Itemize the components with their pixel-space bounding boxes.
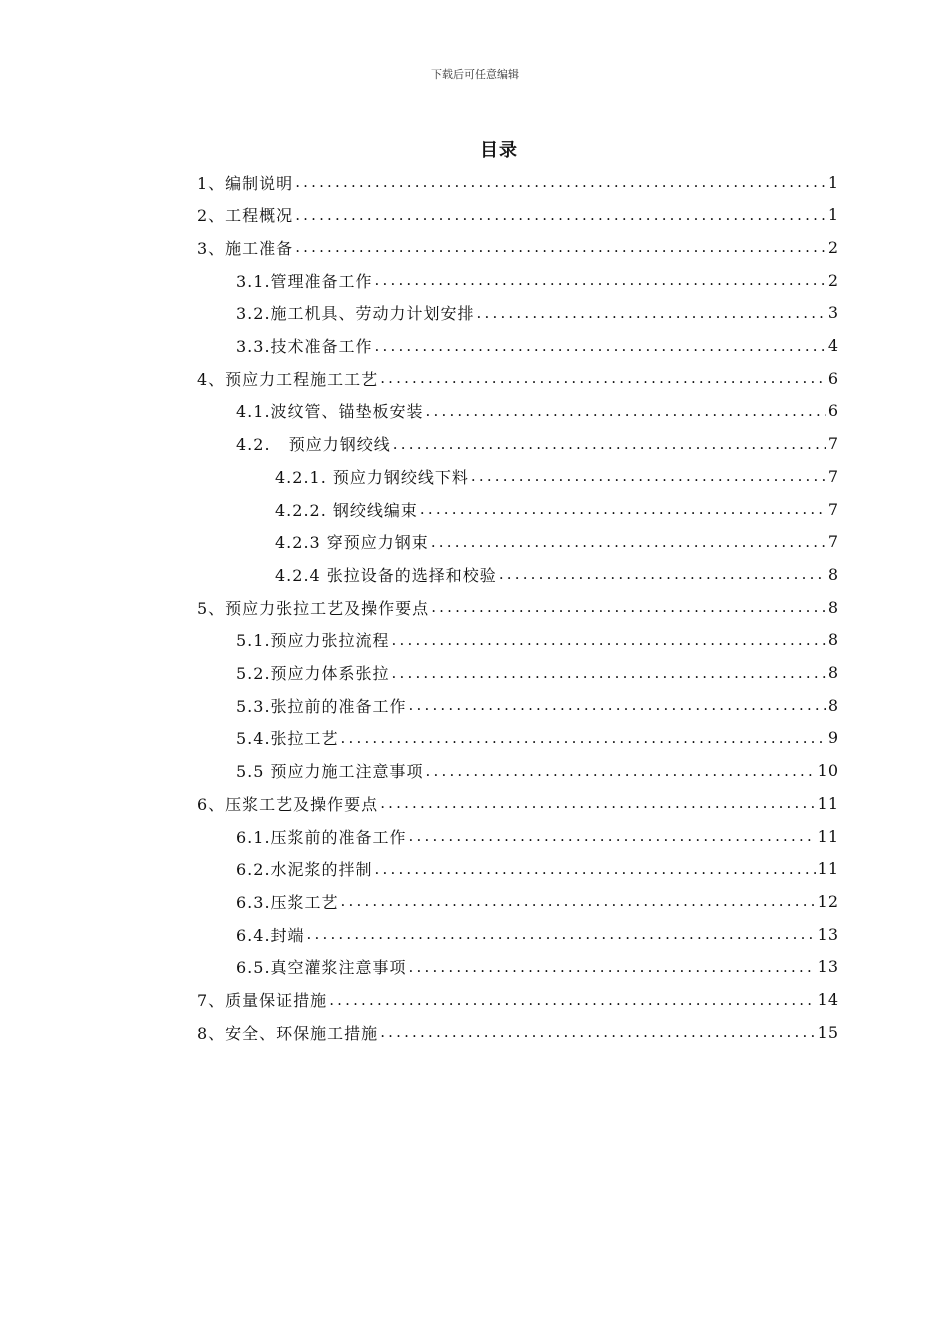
toc-entry-text: 7、质量保证措施	[197, 991, 328, 1010]
toc-entry[interactable]	[197, 591, 838, 623]
toc-leader-dots	[378, 794, 815, 812]
toc-leader-dots	[390, 664, 826, 682]
toc-entry-page: 7	[827, 499, 838, 519]
toc-entry-page: 11	[817, 859, 838, 879]
toc-entry[interactable]	[236, 264, 838, 296]
toc-entry[interactable]	[236, 297, 838, 329]
toc-entry-page: 2	[827, 270, 838, 290]
toc-leader-dots	[327, 991, 815, 1009]
toc-entry-text: 6.3.压浆工艺	[236, 892, 339, 912]
toc-entry-text: 6、压浆工艺及操作要点	[197, 794, 379, 814]
toc-entry-page: 4	[827, 336, 838, 355]
toc-leader-dots	[407, 696, 826, 714]
header-note: 下载后可任意编辑	[431, 68, 519, 81]
toc-entry-page: 9	[827, 728, 838, 748]
toc-leader-dots	[373, 860, 816, 878]
toc-leader-dots	[407, 958, 816, 976]
toc-entry-text: 5.5 预应力施工注意事项	[236, 762, 424, 782]
toc-leader-dots	[378, 369, 826, 387]
toc-entry-text: 4.1.波纹管、锚垫板安装	[236, 402, 424, 422]
toc-entry[interactable]	[236, 657, 838, 689]
toc-leader-dots	[429, 598, 826, 616]
toc-leader-dots	[373, 271, 826, 289]
toc-entry-text: 4.2.1. 预应力钢绞线下料	[275, 467, 469, 487]
toc-leader-dots	[293, 206, 826, 224]
toc-entry-text: 2、工程概况	[197, 206, 294, 226]
toc-entry[interactable]	[197, 166, 838, 198]
toc-entry-text: 5、预应力张拉工艺及操作要点	[197, 598, 430, 618]
toc-entry-text: 1、编制说明	[197, 173, 294, 193]
toc-entry-text: 3.3.技术准备工作	[236, 337, 373, 356]
toc-entry-page: 10	[817, 761, 838, 781]
toc-entry-page: 12	[817, 891, 838, 911]
toc-entry[interactable]	[236, 689, 838, 721]
toc-entry-text: 4.2.4 张拉设备的选择和校验	[275, 565, 497, 585]
toc-entry[interactable]	[236, 428, 838, 460]
toc-entry-text: 3.1.管理准备工作	[236, 271, 373, 291]
toc-entry-page: 11	[817, 826, 838, 846]
toc-leader-dots	[418, 500, 826, 518]
toc-entry-page: 8	[827, 630, 838, 650]
toc-entry[interactable]	[236, 755, 838, 787]
toc-entry[interactable]	[236, 722, 838, 754]
toc-entry-page: 7	[827, 532, 838, 552]
toc-entry-text: 5.4.张拉工艺	[236, 729, 339, 749]
toc-leader-dots	[391, 435, 826, 453]
toc-title: 目录	[480, 140, 518, 161]
toc-leader-dots	[293, 173, 826, 191]
toc-entry[interactable]	[197, 362, 838, 394]
toc-entry[interactable]	[275, 493, 838, 525]
toc-entry-page: 7	[827, 434, 838, 454]
toc-entry-page: 6	[827, 401, 838, 421]
toc-leader-dots	[305, 925, 816, 943]
toc-leader-dots	[378, 1023, 815, 1041]
toc-entry[interactable]	[197, 984, 838, 1016]
toc-entry[interactable]	[236, 918, 838, 950]
toc-entry-page: 11	[817, 793, 838, 813]
toc-entry-text: 5.2.预应力体系张拉	[236, 664, 390, 683]
toc-leader-dots	[424, 762, 816, 780]
toc-entry-page: 3	[827, 303, 838, 323]
toc-entry-text: 3、施工准备	[197, 238, 294, 258]
toc-entry[interactable]	[236, 624, 838, 656]
toc-entry-page: 6	[827, 368, 838, 388]
toc-entry-text: 8、安全、环保施工措施	[197, 1023, 379, 1043]
toc-entry[interactable]	[197, 1016, 838, 1048]
toc-entry-page: 1	[827, 205, 838, 225]
toc-leader-dots	[424, 402, 826, 420]
toc-entry[interactable]	[236, 330, 838, 362]
toc-entry-text: 4.2.3 穿预应力钢束	[275, 533, 429, 553]
toc-entry-text: 4、预应力工程施工工艺	[197, 369, 379, 389]
toc-leader-dots	[469, 467, 826, 485]
toc-entry-text: 6.5.真空灌浆注意事项	[236, 958, 407, 978]
toc-entry-text: 6.4.封端	[236, 925, 305, 945]
toc-entry-text: 6.2.水泥浆的拌制	[236, 860, 373, 880]
toc-entry-text: 3.2.施工机具、劳动力计划安排	[236, 304, 475, 324]
toc-leader-dots	[475, 304, 826, 322]
toc-entry-page: 14	[817, 990, 838, 1009]
toc-entry-page: 8	[827, 564, 838, 584]
toc-entry[interactable]	[236, 395, 838, 427]
toc-leader-dots	[339, 892, 816, 910]
toc-entry[interactable]	[236, 951, 838, 983]
toc-entry[interactable]	[236, 820, 838, 852]
toc-leader-dots	[497, 565, 826, 583]
toc-leader-dots	[339, 729, 826, 747]
toc-entry-text: 5.3.张拉前的准备工作	[236, 696, 407, 716]
toc-entry-page: 15	[817, 1022, 838, 1042]
toc-entry-page: 13	[817, 957, 838, 977]
toc-leader-dots	[429, 533, 826, 551]
toc-entry-page: 2	[827, 237, 838, 257]
toc-entry[interactable]	[275, 460, 838, 492]
toc-entry-page: 8	[827, 597, 838, 617]
toc-entry[interactable]	[197, 231, 838, 263]
toc-entry-text: 5.1.预应力张拉流程	[236, 631, 390, 651]
toc-leader-dots	[373, 337, 826, 355]
toc-entry-text: 4.2.2. 钢绞线编束	[275, 500, 418, 520]
toc-leader-dots	[293, 238, 826, 256]
toc-entry-page: 13	[817, 924, 838, 944]
toc-entry-page: 7	[827, 466, 838, 486]
toc-entry-text: 6.1.压浆前的准备工作	[236, 827, 407, 847]
toc-entry-page: 8	[827, 695, 838, 715]
toc-entry-page: 1	[827, 172, 838, 192]
toc-entry-text: 4.2. 预应力钢绞线	[236, 435, 391, 455]
toc-entry[interactable]	[236, 853, 838, 885]
toc-entry[interactable]	[236, 885, 838, 917]
toc-entry[interactable]	[275, 526, 838, 558]
toc-entry[interactable]	[197, 787, 838, 819]
toc-entry[interactable]	[197, 199, 838, 231]
toc-entry-page: 8	[827, 663, 838, 682]
toc-leader-dots	[390, 631, 826, 649]
toc-entry[interactable]	[275, 558, 838, 590]
toc-leader-dots	[407, 827, 816, 845]
